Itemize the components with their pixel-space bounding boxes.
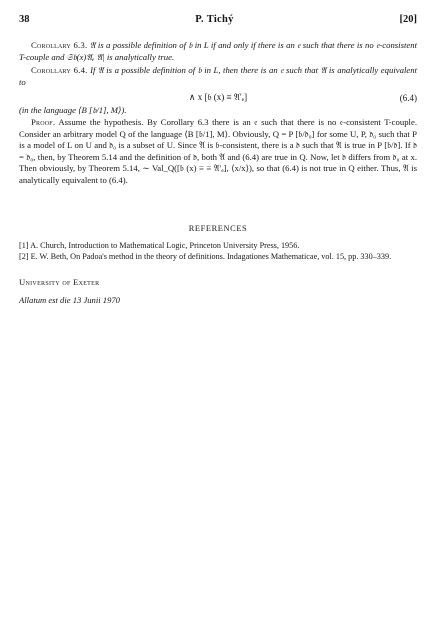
corollary-6-4 — [19, 65, 417, 88]
corollary-6-3-text: 𝔄 is a possible definition of 𝔟 in L if and only if there is an 𝔢 such that there is no 𝔢-consistent T-couple and 𝔖𝔟(x)𝔄ₑ 𝔄| is analytically true. — [19, 40, 417, 62]
proof-text: Assume the hypothesis. By Corollary 6.3 there is an 𝔢 such that there is no 𝔢-consistent T-couple. Consider an arbitrary model Q of the language ⟨B [𝔟/1], M⟩. Obviously, Q = P [𝔟/𝔡₀] for some U, P, 𝔡₀ such that P is a model of L on U and 𝔡₀ is a subset of U. Since 𝔄 is 𝔟-consistent, there is a 𝔡 such that 𝔄 is true in P [𝔟/𝔡]. If 𝔡 = 𝔡₀, then, by Theorem 5.14 and the definition of 𝔡, both 𝔄 and (6.4) are true in Q. Now, let 𝔡 differs from 𝔡₀ at x. Then obviously, by Theorem 5.14, ∼ Val_Q([𝔟 (x) ≡ ≡ 𝔄′ₑ], ⟨x/x⟩), so that (6.4) is not true in Q either. Thus, 𝔄 is analytically equivalent to (6.4). — [19, 116, 417, 185]
author-affiliation: University of Exeter — [19, 277, 100, 288]
issue-number: [20] — [399, 14, 417, 25]
proof-label: Proof. — [31, 116, 56, 127]
formula-expression: ∧ x [𝔟 (x) ≡ 𝔄′ₑ] — [188, 92, 248, 103]
corollary-6-4-text: If 𝔄 is a possible definition of 𝔟 in L, then there is an 𝔢 such that 𝔄 is analytically equivalent to — [19, 65, 417, 87]
proof-paragraph — [19, 117, 417, 187]
reference-item: [1] A. Church, Introduction to Mathematical Logic, Princeton University Press, 1956. — [19, 240, 300, 250]
corollary-6-3-label: Corollary 6.3. — [31, 40, 88, 50]
page-number: 38 — [19, 14, 30, 25]
formula-language-note: (in the language ⟨B [𝔟/1], M⟩). — [19, 105, 127, 116]
references-heading: REFERENCES — [188, 223, 248, 233]
reference-item: [2] E. W. Beth, On Padoa's method in the theory of definitions. Indagationes Mathematicae, vol. 15, pp. 330–339. — [19, 252, 392, 262]
received-date: Allatum est die 13 Junii 1970 — [19, 295, 120, 306]
corollary-6-4-label: Corollary 6.4. — [31, 65, 88, 76]
running-author: P. Tichý — [195, 14, 234, 25]
corollary-6-3 — [19, 40, 417, 63]
equation-number: (6.4) — [399, 92, 417, 103]
references-list — [19, 241, 417, 264]
running-header — [19, 14, 417, 30]
display-formula-6-4 — [19, 92, 417, 103]
